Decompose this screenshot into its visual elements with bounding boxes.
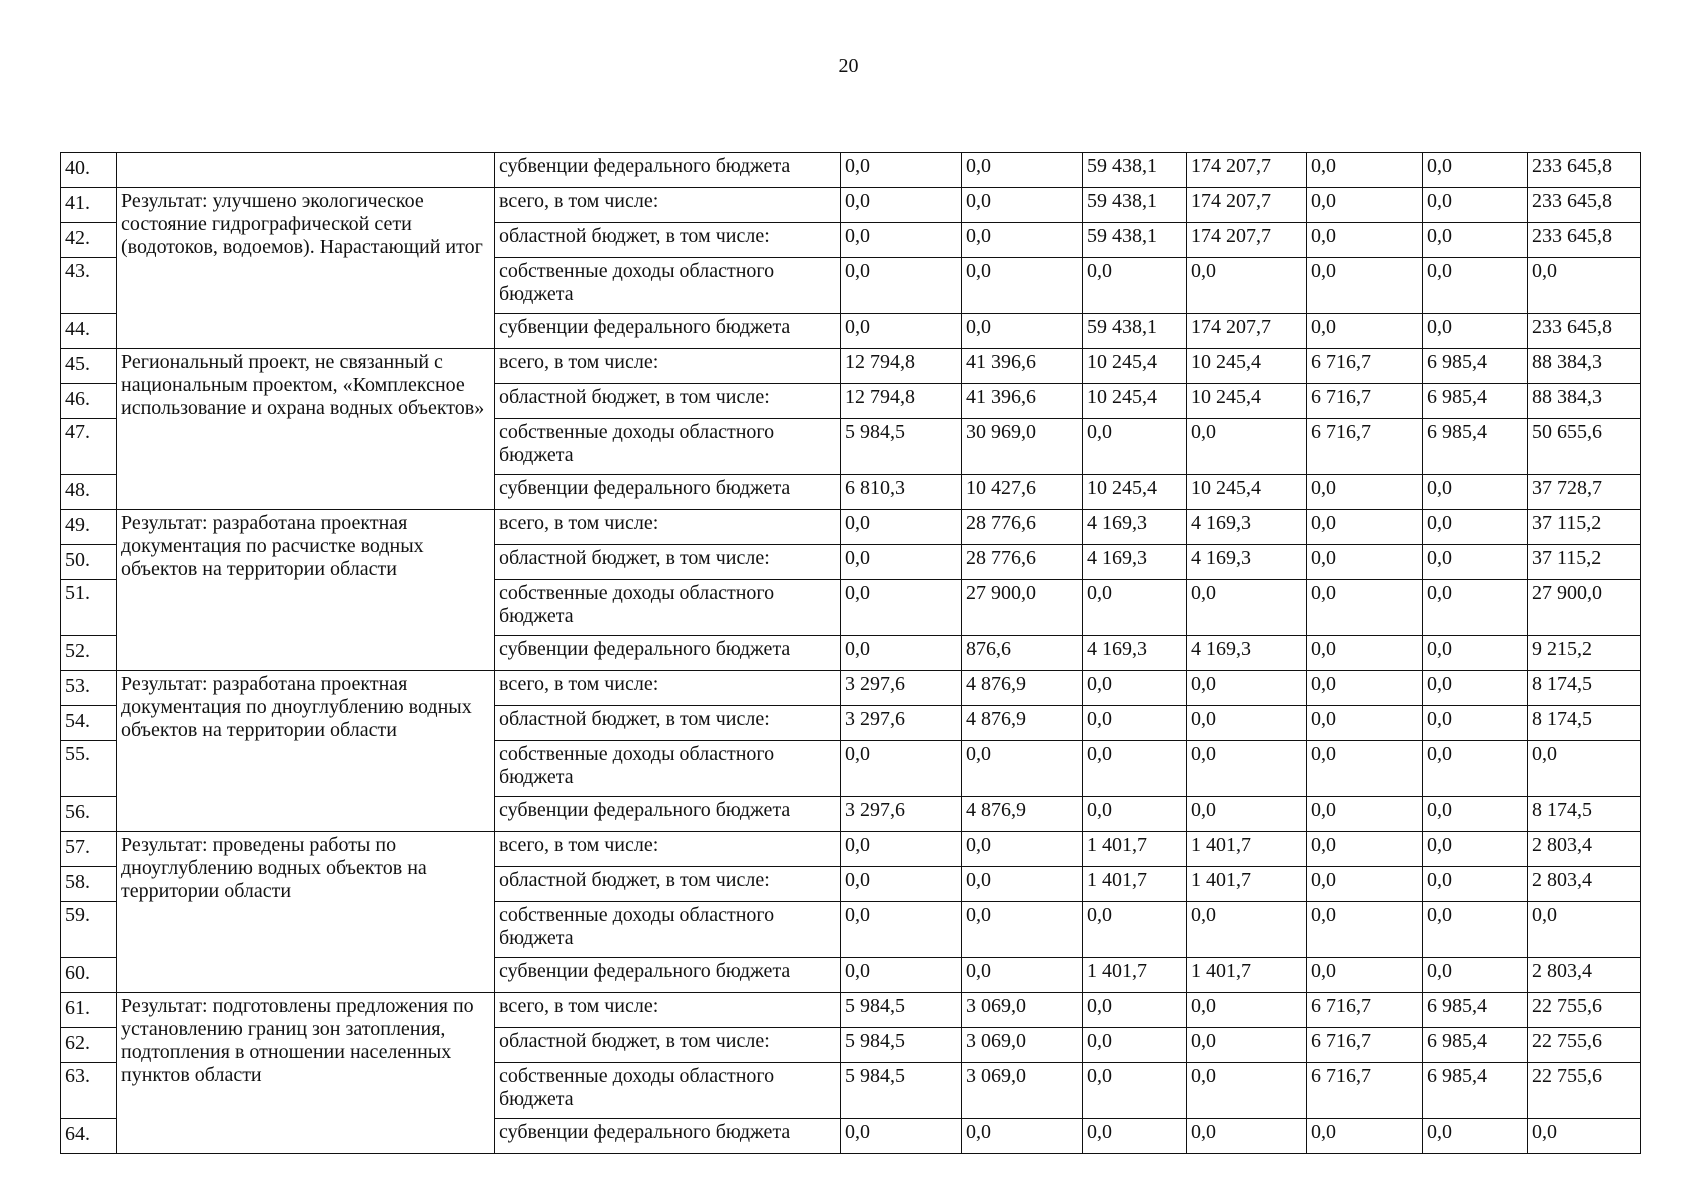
year-value: 0,0 <box>1307 314 1423 349</box>
year-value: 4 876,9 <box>962 706 1083 741</box>
funding-source: областной бюджет, в том числе: <box>495 384 841 419</box>
total-value: 2 803,4 <box>1528 832 1641 867</box>
year-value: 0,0 <box>841 958 962 993</box>
year-value: 0,0 <box>841 832 962 867</box>
total-value: 37 728,7 <box>1528 475 1641 510</box>
year-value: 59 438,1 <box>1083 314 1187 349</box>
row-number: 49. <box>61 510 117 545</box>
year-value: 6 716,7 <box>1307 419 1423 475</box>
total-value: 50 655,6 <box>1528 419 1641 475</box>
funding-source: субвенции федерального бюджета <box>495 153 841 188</box>
year-value: 0,0 <box>1187 580 1307 636</box>
year-value: 3 297,6 <box>841 706 962 741</box>
row-number: 46. <box>61 384 117 419</box>
year-value: 0,0 <box>1083 671 1187 706</box>
year-value: 0,0 <box>1423 958 1528 993</box>
total-value: 0,0 <box>1528 741 1641 797</box>
funding-source: областной бюджет, в том числе: <box>495 223 841 258</box>
total-value: 0,0 <box>1528 902 1641 958</box>
year-value: 3 297,6 <box>841 671 962 706</box>
year-value: 1 401,7 <box>1187 832 1307 867</box>
row-number: 63. <box>61 1063 117 1119</box>
year-value: 0,0 <box>962 153 1083 188</box>
row-number: 59. <box>61 902 117 958</box>
year-value: 1 401,7 <box>1083 958 1187 993</box>
year-value: 0,0 <box>1307 958 1423 993</box>
year-value: 5 984,5 <box>841 419 962 475</box>
year-value: 0,0 <box>1423 153 1528 188</box>
row-number: 42. <box>61 223 117 258</box>
total-value: 233 645,8 <box>1528 223 1641 258</box>
year-value: 0,0 <box>1423 636 1528 671</box>
funding-source: собственные доходы областного бюджета <box>495 741 841 797</box>
year-value: 0,0 <box>841 545 962 580</box>
year-value: 3 297,6 <box>841 797 962 832</box>
funding-source: собственные доходы областного бюджета <box>495 580 841 636</box>
year-value: 4 169,3 <box>1187 636 1307 671</box>
year-value: 6 716,7 <box>1307 993 1423 1028</box>
funding-source: субвенции федерального бюджета <box>495 1119 841 1154</box>
row-number: 53. <box>61 671 117 706</box>
total-value: 37 115,2 <box>1528 545 1641 580</box>
total-value: 8 174,5 <box>1528 706 1641 741</box>
total-value: 22 755,6 <box>1528 993 1641 1028</box>
year-value: 3 069,0 <box>962 1028 1083 1063</box>
year-value: 0,0 <box>1307 475 1423 510</box>
year-value: 10 427,6 <box>962 475 1083 510</box>
year-value: 0,0 <box>1307 832 1423 867</box>
year-value: 0,0 <box>1187 706 1307 741</box>
row-number: 54. <box>61 706 117 741</box>
year-value: 0,0 <box>841 580 962 636</box>
year-value: 6 810,3 <box>841 475 962 510</box>
year-value: 0,0 <box>1307 580 1423 636</box>
year-value: 6 716,7 <box>1307 1028 1423 1063</box>
total-value: 88 384,3 <box>1528 349 1641 384</box>
year-value: 0,0 <box>841 636 962 671</box>
year-value: 28 776,6 <box>962 510 1083 545</box>
year-value: 0,0 <box>841 314 962 349</box>
total-value: 233 645,8 <box>1528 153 1641 188</box>
table-body <box>61 153 1641 1154</box>
year-value: 6 985,4 <box>1423 1028 1528 1063</box>
year-value: 0,0 <box>1307 706 1423 741</box>
result-description: Результат: разработана проектная документация по дноуглублению водных объектов на территории области <box>117 671 495 832</box>
year-value: 0,0 <box>1423 867 1528 902</box>
year-value: 1 401,7 <box>1083 867 1187 902</box>
year-value: 0,0 <box>1187 1028 1307 1063</box>
row-number: 41. <box>61 188 117 223</box>
year-value: 174 207,7 <box>1187 223 1307 258</box>
year-value: 10 245,4 <box>1187 384 1307 419</box>
result-description: Результат: подготовлены предложения по установлению границ зон затопления, подтопления в отношении населенных пунктов области <box>117 993 495 1154</box>
year-value: 0,0 <box>962 314 1083 349</box>
year-value: 0,0 <box>841 867 962 902</box>
funding-source: субвенции федерального бюджета <box>495 797 841 832</box>
result-description: Результат: улучшено экологическое состояние гидрографической сети (водотоков, водоемов). Нарастающий итог <box>117 188 495 349</box>
total-value: 8 174,5 <box>1528 671 1641 706</box>
funding-source: всего, в том числе: <box>495 349 841 384</box>
result-description: Результат: разработана проектная документация по расчистке водных объектов на территории области <box>117 510 495 671</box>
year-value: 0,0 <box>1083 902 1187 958</box>
year-value: 0,0 <box>1307 223 1423 258</box>
year-value: 174 207,7 <box>1187 314 1307 349</box>
table-row <box>61 349 1641 384</box>
total-value: 0,0 <box>1528 1119 1641 1154</box>
year-value: 28 776,6 <box>962 545 1083 580</box>
year-value: 0,0 <box>1187 797 1307 832</box>
funding-source: субвенции федерального бюджета <box>495 475 841 510</box>
table-row <box>61 153 1641 188</box>
total-value: 37 115,2 <box>1528 510 1641 545</box>
year-value: 0,0 <box>1307 258 1423 314</box>
year-value: 0,0 <box>1423 832 1528 867</box>
page-number: 20 <box>838 55 859 77</box>
funding-source: собственные доходы областного бюджета <box>495 419 841 475</box>
year-value: 1 401,7 <box>1083 832 1187 867</box>
total-value: 233 645,8 <box>1528 314 1641 349</box>
year-value: 0,0 <box>841 902 962 958</box>
year-value: 0,0 <box>1083 993 1187 1028</box>
year-value: 5 984,5 <box>841 1028 962 1063</box>
year-value: 0,0 <box>1083 1119 1187 1154</box>
year-value: 0,0 <box>1423 671 1528 706</box>
funding-source: областной бюджет, в том числе: <box>495 1028 841 1063</box>
year-value: 6 716,7 <box>1307 349 1423 384</box>
funding-source: субвенции федерального бюджета <box>495 958 841 993</box>
result-description <box>117 153 495 188</box>
year-value: 0,0 <box>962 958 1083 993</box>
funding-source: всего, в том числе: <box>495 188 841 223</box>
year-value: 6 985,4 <box>1423 993 1528 1028</box>
year-value: 174 207,7 <box>1187 153 1307 188</box>
year-value: 4 876,9 <box>962 797 1083 832</box>
year-value: 5 984,5 <box>841 1063 962 1119</box>
year-value: 30 969,0 <box>962 419 1083 475</box>
funding-source: субвенции федерального бюджета <box>495 636 841 671</box>
year-value: 0,0 <box>1083 258 1187 314</box>
year-value: 4 876,9 <box>962 671 1083 706</box>
year-value: 0,0 <box>962 188 1083 223</box>
year-value: 10 245,4 <box>1187 349 1307 384</box>
row-number: 58. <box>61 867 117 902</box>
year-value: 0,0 <box>1307 867 1423 902</box>
year-value: 0,0 <box>1423 188 1528 223</box>
table-row <box>61 510 1641 545</box>
row-number: 52. <box>61 636 117 671</box>
year-value: 0,0 <box>1423 258 1528 314</box>
year-value: 0,0 <box>1307 741 1423 797</box>
year-value: 4 169,3 <box>1083 545 1187 580</box>
year-value: 0,0 <box>841 223 962 258</box>
year-value: 0,0 <box>962 902 1083 958</box>
year-value: 6 716,7 <box>1307 1063 1423 1119</box>
year-value: 59 438,1 <box>1083 153 1187 188</box>
year-value: 12 794,8 <box>841 349 962 384</box>
result-description: Региональный проект, не связанный с национальным проектом, «Комплексное использование и охрана водных объектов» <box>117 349 495 510</box>
year-value: 0,0 <box>1083 797 1187 832</box>
year-value: 5 984,5 <box>841 993 962 1028</box>
year-value: 59 438,1 <box>1083 188 1187 223</box>
row-number: 61. <box>61 993 117 1028</box>
year-value: 0,0 <box>962 1119 1083 1154</box>
total-value: 22 755,6 <box>1528 1028 1641 1063</box>
table-row <box>61 832 1641 867</box>
year-value: 0,0 <box>1423 475 1528 510</box>
total-value: 2 803,4 <box>1528 867 1641 902</box>
year-value: 0,0 <box>1083 1063 1187 1119</box>
total-value: 22 755,6 <box>1528 1063 1641 1119</box>
total-value: 2 803,4 <box>1528 958 1641 993</box>
year-value: 10 245,4 <box>1083 475 1187 510</box>
row-number: 55. <box>61 741 117 797</box>
funding-source: всего, в том числе: <box>495 832 841 867</box>
year-value: 0,0 <box>1187 671 1307 706</box>
year-value: 0,0 <box>841 1119 962 1154</box>
year-value: 6 716,7 <box>1307 384 1423 419</box>
row-number: 45. <box>61 349 117 384</box>
table-row <box>61 188 1641 223</box>
row-number: 43. <box>61 258 117 314</box>
funding-source: областной бюджет, в том числе: <box>495 867 841 902</box>
year-value: 0,0 <box>1083 741 1187 797</box>
funding-source: всего, в том числе: <box>495 671 841 706</box>
result-description: Результат: проведены работы по дноуглублению водных объектов на территории области <box>117 832 495 993</box>
year-value: 0,0 <box>841 188 962 223</box>
row-number: 50. <box>61 545 117 580</box>
total-value: 0,0 <box>1528 258 1641 314</box>
year-value: 3 069,0 <box>962 1063 1083 1119</box>
row-number: 44. <box>61 314 117 349</box>
year-value: 0,0 <box>1307 902 1423 958</box>
year-value: 1 401,7 <box>1187 958 1307 993</box>
year-value: 0,0 <box>1423 1119 1528 1154</box>
funding-source: собственные доходы областного бюджета <box>495 258 841 314</box>
year-value: 0,0 <box>1307 797 1423 832</box>
year-value: 0,0 <box>1187 741 1307 797</box>
funding-source: собственные доходы областного бюджета <box>495 1063 841 1119</box>
year-value: 0,0 <box>1423 902 1528 958</box>
year-value: 0,0 <box>1083 419 1187 475</box>
row-number: 48. <box>61 475 117 510</box>
row-number: 51. <box>61 580 117 636</box>
year-value: 4 169,3 <box>1187 545 1307 580</box>
year-value: 0,0 <box>1423 580 1528 636</box>
year-value: 0,0 <box>962 258 1083 314</box>
year-value: 0,0 <box>1423 223 1528 258</box>
funding-source: областной бюджет, в том числе: <box>495 706 841 741</box>
funding-source: субвенции федерального бюджета <box>495 314 841 349</box>
year-value: 0,0 <box>1187 419 1307 475</box>
year-value: 0,0 <box>841 510 962 545</box>
row-number: 60. <box>61 958 117 993</box>
year-value: 0,0 <box>1187 1063 1307 1119</box>
year-value: 0,0 <box>1307 153 1423 188</box>
total-value: 233 645,8 <box>1528 188 1641 223</box>
year-value: 0,0 <box>962 741 1083 797</box>
row-number: 57. <box>61 832 117 867</box>
year-value: 3 069,0 <box>962 993 1083 1028</box>
year-value: 41 396,6 <box>962 349 1083 384</box>
year-value: 0,0 <box>962 832 1083 867</box>
year-value: 0,0 <box>1187 1119 1307 1154</box>
funding-source: всего, в том числе: <box>495 993 841 1028</box>
row-number: 47. <box>61 419 117 475</box>
funding-source: всего, в том числе: <box>495 510 841 545</box>
year-value: 0,0 <box>1083 706 1187 741</box>
table-row <box>61 671 1641 706</box>
year-value: 0,0 <box>962 867 1083 902</box>
year-value: 0,0 <box>1423 314 1528 349</box>
year-value: 0,0 <box>841 741 962 797</box>
row-number: 40. <box>61 153 117 188</box>
row-number: 56. <box>61 797 117 832</box>
funding-source: собственные доходы областного бюджета <box>495 902 841 958</box>
year-value: 59 438,1 <box>1083 223 1187 258</box>
year-value: 10 245,4 <box>1083 384 1187 419</box>
year-value: 4 169,3 <box>1083 636 1187 671</box>
year-value: 12 794,8 <box>841 384 962 419</box>
row-number: 62. <box>61 1028 117 1063</box>
year-value: 0,0 <box>1307 545 1423 580</box>
total-value: 9 215,2 <box>1528 636 1641 671</box>
year-value: 6 985,4 <box>1423 384 1528 419</box>
year-value: 0,0 <box>1307 188 1423 223</box>
year-value: 174 207,7 <box>1187 188 1307 223</box>
year-value: 0,0 <box>1307 1119 1423 1154</box>
year-value: 0,0 <box>1187 902 1307 958</box>
year-value: 0,0 <box>1423 706 1528 741</box>
year-value: 10 245,4 <box>1187 475 1307 510</box>
year-value: 0,0 <box>1187 993 1307 1028</box>
year-value: 876,6 <box>962 636 1083 671</box>
year-value: 0,0 <box>1423 510 1528 545</box>
year-value: 27 900,0 <box>962 580 1083 636</box>
year-value: 0,0 <box>1083 1028 1187 1063</box>
year-value: 0,0 <box>1423 797 1528 832</box>
year-value: 41 396,6 <box>962 384 1083 419</box>
total-value: 27 900,0 <box>1528 580 1641 636</box>
table-row <box>61 993 1641 1028</box>
year-value: 0,0 <box>1083 580 1187 636</box>
year-value: 0,0 <box>1307 671 1423 706</box>
total-value: 88 384,3 <box>1528 384 1641 419</box>
budget-table <box>60 152 1641 1154</box>
year-value: 0,0 <box>1307 636 1423 671</box>
year-value: 1 401,7 <box>1187 867 1307 902</box>
year-value: 6 985,4 <box>1423 1063 1528 1119</box>
year-value: 0,0 <box>841 258 962 314</box>
year-value: 0,0 <box>1423 741 1528 797</box>
year-value: 4 169,3 <box>1187 510 1307 545</box>
year-value: 0,0 <box>841 153 962 188</box>
year-value: 10 245,4 <box>1083 349 1187 384</box>
year-value: 6 985,4 <box>1423 419 1528 475</box>
year-value: 0,0 <box>1187 258 1307 314</box>
year-value: 0,0 <box>1307 510 1423 545</box>
total-value: 8 174,5 <box>1528 797 1641 832</box>
row-number: 64. <box>61 1119 117 1154</box>
funding-source: областной бюджет, в том числе: <box>495 545 841 580</box>
year-value: 0,0 <box>1423 545 1528 580</box>
year-value: 6 985,4 <box>1423 349 1528 384</box>
year-value: 4 169,3 <box>1083 510 1187 545</box>
year-value: 0,0 <box>962 223 1083 258</box>
